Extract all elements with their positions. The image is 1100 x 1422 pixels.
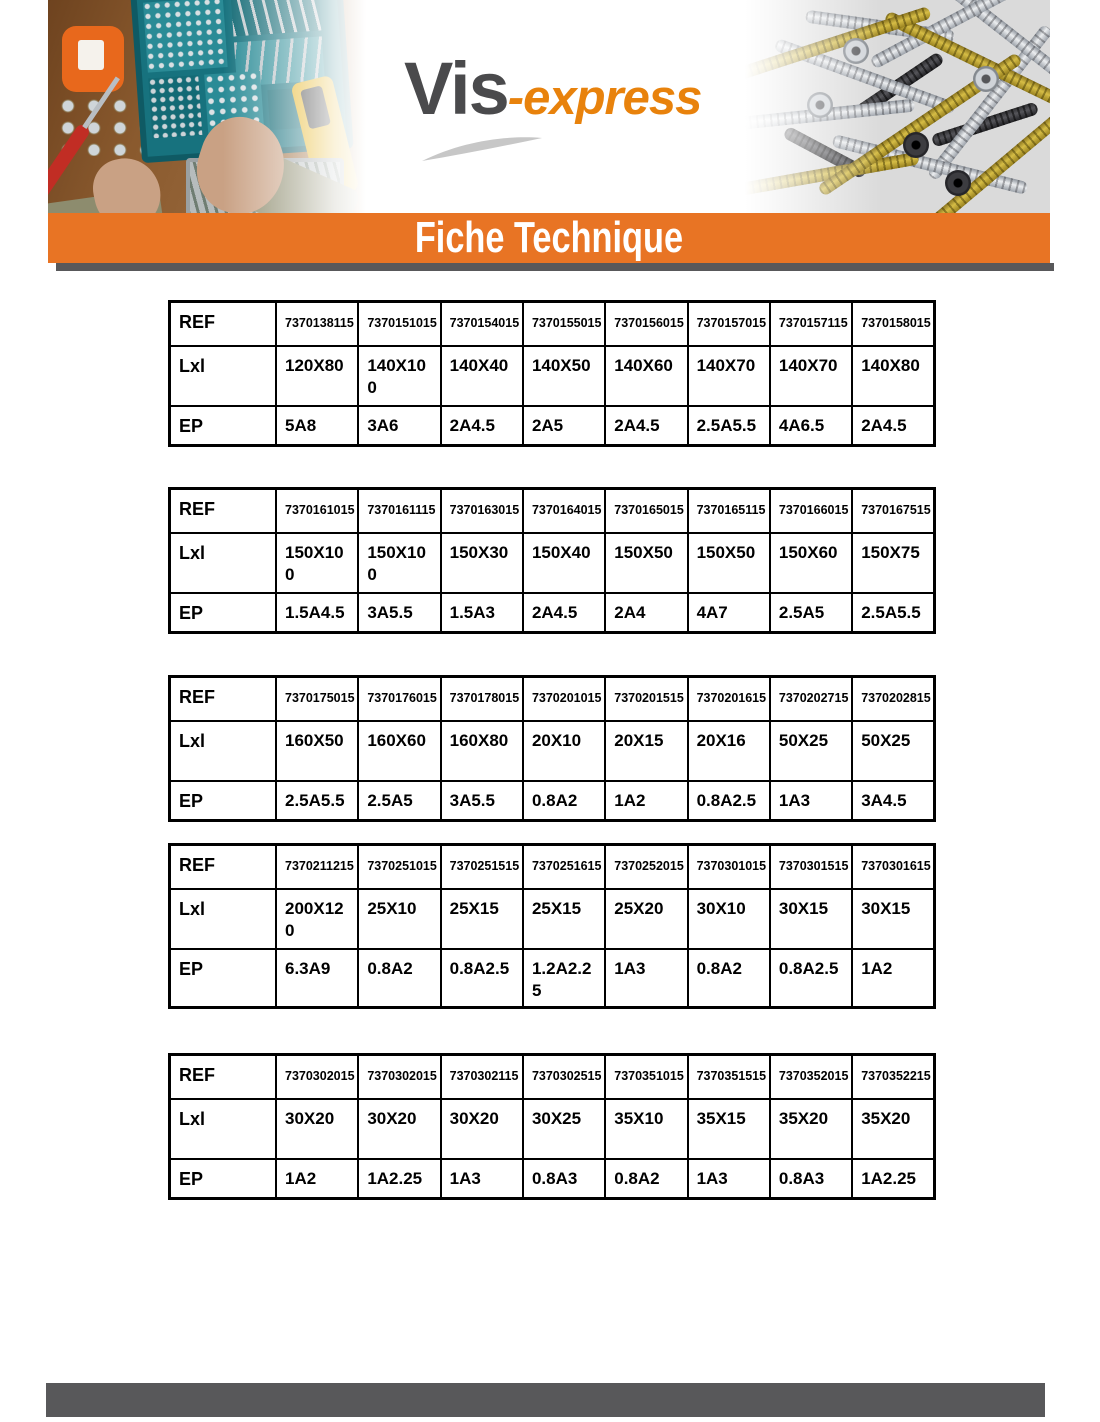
- value-cell: 7370251015: [358, 845, 440, 889]
- lxl-row: [170, 346, 935, 406]
- value-cell: 2.5A5.5: [276, 781, 358, 821]
- value-cell: 2A4.5: [441, 406, 523, 446]
- value-cell: 0.8A2.5: [770, 949, 852, 1008]
- logo-text-vis: Vis: [404, 47, 508, 130]
- value-cell: 3A5.5: [441, 781, 523, 821]
- logo-swoosh-icon: [420, 132, 546, 166]
- value-cell: 1A3: [605, 949, 687, 1008]
- value-cell: 3A5.5: [358, 593, 440, 633]
- value-cell: 7370352015: [770, 1055, 852, 1099]
- photo-fade: [48, 0, 366, 213]
- value-cell: 2A4: [605, 593, 687, 633]
- value-cell: 7370251515: [441, 845, 523, 889]
- ep-row: [170, 781, 935, 821]
- value-cell: 7370157115: [770, 302, 852, 346]
- value-cell: 0.8A3: [523, 1159, 605, 1199]
- value-cell: 7370352215: [852, 1055, 934, 1099]
- value-cell: 35X20: [770, 1099, 852, 1159]
- value-cell: 0.8A2: [688, 949, 770, 1008]
- value-cell: 7370155015: [523, 302, 605, 346]
- value-cell: 2.5A5.5: [852, 593, 934, 633]
- value-cell: 0.8A2: [523, 781, 605, 821]
- value-cell: 150X40: [523, 533, 605, 593]
- ref-row: [170, 677, 935, 721]
- lxl-row: [170, 533, 935, 593]
- value-cell: 3A6: [358, 406, 440, 446]
- value-cell: 7370202815: [852, 677, 934, 721]
- value-cell: 120X80: [276, 346, 358, 406]
- row-label: REF: [170, 677, 277, 721]
- value-cell: 7370251615: [523, 845, 605, 889]
- value-cell: 7370201015: [523, 677, 605, 721]
- value-cell: 7370301515: [770, 845, 852, 889]
- value-cell: 7370154015: [441, 302, 523, 346]
- ep-row: [170, 1159, 935, 1199]
- value-cell: 7370165015: [605, 489, 687, 533]
- row-label: EP: [170, 593, 277, 633]
- value-cell: 7370201615: [688, 677, 770, 721]
- value-cell: 7370161015: [276, 489, 358, 533]
- ref-row: [170, 845, 935, 889]
- value-cell: 7370202715: [770, 677, 852, 721]
- value-cell: 35X15: [688, 1099, 770, 1159]
- value-cell: 2A4.5: [605, 406, 687, 446]
- value-cell: 7370201515: [605, 677, 687, 721]
- value-cell: 30X10: [688, 889, 770, 949]
- value-cell: 20X15: [605, 721, 687, 781]
- value-cell: 150X30: [441, 533, 523, 593]
- value-cell: 1.2A2.25: [523, 949, 605, 1008]
- screws-pile-photo: [745, 0, 1050, 213]
- value-cell: 20X16: [688, 721, 770, 781]
- row-label: REF: [170, 845, 277, 889]
- value-cell: 7370178015: [441, 677, 523, 721]
- value-cell: 140X40: [441, 346, 523, 406]
- spec-table: [168, 675, 936, 822]
- value-cell: 7370156015: [605, 302, 687, 346]
- value-cell: 7370302015: [276, 1055, 358, 1099]
- value-cell: 7370302115: [441, 1055, 523, 1099]
- value-cell: 7370175015: [276, 677, 358, 721]
- value-cell: 4A7: [688, 593, 770, 633]
- row-label: Lxl: [170, 721, 277, 781]
- page-title: Fiche Technique: [414, 213, 684, 262]
- ref-row: [170, 1055, 935, 1099]
- row-label: Lxl: [170, 1099, 277, 1159]
- row-label: EP: [170, 781, 277, 821]
- photo-fade: [745, 0, 1050, 213]
- ep-row: [170, 949, 935, 1008]
- vis-express-logo: [404, 46, 704, 131]
- lxl-row: [170, 721, 935, 781]
- row-label: EP: [170, 406, 277, 446]
- value-cell: 160X80: [441, 721, 523, 781]
- value-cell: 7370166015: [770, 489, 852, 533]
- value-cell: 150X50: [605, 533, 687, 593]
- value-cell: 150X100: [358, 533, 440, 593]
- value-cell: 7370302515: [523, 1055, 605, 1099]
- value-cell: 25X15: [523, 889, 605, 949]
- row-label: Lxl: [170, 346, 277, 406]
- value-cell: 7370138115: [276, 302, 358, 346]
- value-cell: 0.8A3: [770, 1159, 852, 1199]
- banner-understrip: [56, 263, 1054, 271]
- value-cell: 7370351515: [688, 1055, 770, 1099]
- workbench-photo: [48, 0, 366, 213]
- value-cell: 30X25: [523, 1099, 605, 1159]
- value-cell: 2A4.5: [852, 406, 934, 446]
- value-cell: 1A2.25: [852, 1159, 934, 1199]
- spec-table: [168, 487, 936, 634]
- row-label: Lxl: [170, 889, 277, 949]
- value-cell: 0.8A2: [358, 949, 440, 1008]
- value-cell: 7370163015: [441, 489, 523, 533]
- value-cell: 1A2: [276, 1159, 358, 1199]
- banner: [48, 213, 1050, 263]
- value-cell: 1A2.25: [358, 1159, 440, 1199]
- value-cell: 1.5A3: [441, 593, 523, 633]
- value-cell: 7370301615: [852, 845, 934, 889]
- value-cell: 50X25: [852, 721, 934, 781]
- value-cell: 0.8A2.5: [688, 781, 770, 821]
- value-cell: 2.5A5: [358, 781, 440, 821]
- value-cell: 150X75: [852, 533, 934, 593]
- value-cell: 7370351015: [605, 1055, 687, 1099]
- value-cell: 25X10: [358, 889, 440, 949]
- value-cell: 0.8A2.5: [441, 949, 523, 1008]
- value-cell: 2A5: [523, 406, 605, 446]
- row-label: REF: [170, 489, 277, 533]
- value-cell: 25X15: [441, 889, 523, 949]
- row-label: Lxl: [170, 533, 277, 593]
- value-cell: 7370167515: [852, 489, 934, 533]
- value-cell: 150X100: [276, 533, 358, 593]
- value-cell: 35X10: [605, 1099, 687, 1159]
- value-cell: 35X20: [852, 1099, 934, 1159]
- spec-table: [168, 1053, 936, 1200]
- value-cell: 50X25: [770, 721, 852, 781]
- value-cell: 7370161115: [358, 489, 440, 533]
- value-cell: 30X20: [358, 1099, 440, 1159]
- row-label: REF: [170, 1055, 277, 1099]
- value-cell: 25X20: [605, 889, 687, 949]
- value-cell: 1A3: [770, 781, 852, 821]
- value-cell: 140X80: [852, 346, 934, 406]
- value-cell: 2.5A5.5: [688, 406, 770, 446]
- value-cell: 7370211215: [276, 845, 358, 889]
- value-cell: 30X15: [770, 889, 852, 949]
- value-cell: 140X100: [358, 346, 440, 406]
- footer-bar: [46, 1383, 1045, 1417]
- ref-row: [170, 302, 935, 346]
- value-cell: 150X50: [688, 533, 770, 593]
- row-label: REF: [170, 302, 277, 346]
- value-cell: 7370157015: [688, 302, 770, 346]
- lxl-row: [170, 889, 935, 949]
- value-cell: 7370158015: [852, 302, 934, 346]
- value-cell: 140X70: [770, 346, 852, 406]
- value-cell: 160X50: [276, 721, 358, 781]
- ep-row: [170, 406, 935, 446]
- value-cell: 1A3: [688, 1159, 770, 1199]
- value-cell: 6.3A9: [276, 949, 358, 1008]
- value-cell: 7370164015: [523, 489, 605, 533]
- value-cell: 7370176015: [358, 677, 440, 721]
- value-cell: 7370151015: [358, 302, 440, 346]
- lxl-row: [170, 1099, 935, 1159]
- value-cell: 1A2: [605, 781, 687, 821]
- value-cell: 7370302015: [358, 1055, 440, 1099]
- value-cell: 30X15: [852, 889, 934, 949]
- value-cell: 200X120: [276, 889, 358, 949]
- value-cell: 140X50: [523, 346, 605, 406]
- value-cell: 7370252015: [605, 845, 687, 889]
- value-cell: 1.5A4.5: [276, 593, 358, 633]
- value-cell: 7370301015: [688, 845, 770, 889]
- spec-table: [168, 843, 936, 1009]
- value-cell: 30X20: [441, 1099, 523, 1159]
- row-label: EP: [170, 949, 277, 1008]
- spec-table: [168, 300, 936, 447]
- logo-text-express: -express: [507, 71, 702, 125]
- ep-row: [170, 593, 935, 633]
- ref-row: [170, 489, 935, 533]
- value-cell: 30X20: [276, 1099, 358, 1159]
- value-cell: 7370165115: [688, 489, 770, 533]
- value-cell: 1A3: [441, 1159, 523, 1199]
- value-cell: 4A6.5: [770, 406, 852, 446]
- value-cell: 0.8A2: [605, 1159, 687, 1199]
- value-cell: 140X60: [605, 346, 687, 406]
- value-cell: 20X10: [523, 721, 605, 781]
- value-cell: 160X60: [358, 721, 440, 781]
- value-cell: 2.5A5: [770, 593, 852, 633]
- value-cell: 3A4.5: [852, 781, 934, 821]
- value-cell: 150X60: [770, 533, 852, 593]
- row-label: EP: [170, 1159, 277, 1199]
- value-cell: 140X70: [688, 346, 770, 406]
- value-cell: 2A4.5: [523, 593, 605, 633]
- value-cell: 5A8: [276, 406, 358, 446]
- value-cell: 1A2: [852, 949, 934, 1008]
